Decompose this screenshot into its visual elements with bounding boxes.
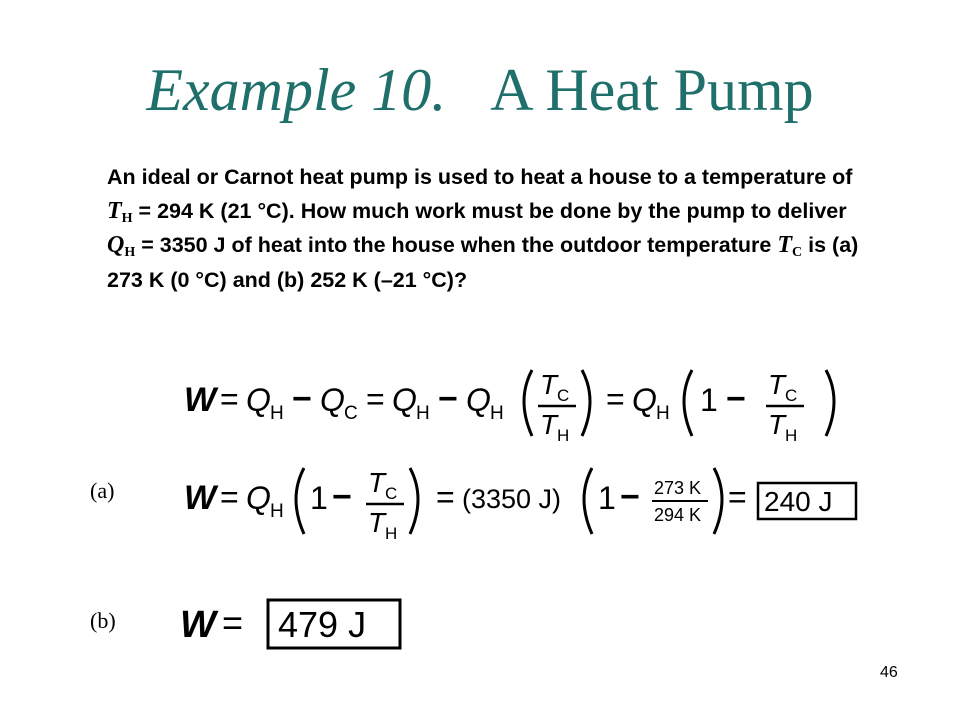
- sub-h: H: [490, 403, 504, 424]
- part-b-equation: [176, 590, 416, 660]
- var-t: T: [107, 198, 122, 225]
- minus-sign: −: [620, 478, 640, 516]
- title-topic: A Heat Pump: [490, 57, 814, 123]
- problem-statement: [107, 160, 867, 297]
- sub-h: H: [124, 245, 136, 261]
- var-q: Q: [246, 480, 271, 516]
- var-t: T: [777, 232, 793, 259]
- answer-value: 240 J: [764, 486, 833, 517]
- right-paren: [410, 468, 418, 534]
- var-t: T: [768, 369, 786, 400]
- equals-sign: =: [436, 479, 455, 515]
- left-paren: [524, 370, 532, 436]
- var-w: W: [184, 381, 217, 419]
- slide-title: [0, 57, 960, 123]
- fraction-denominator: 294 K: [654, 505, 702, 525]
- var-q: Q: [466, 382, 491, 418]
- var-q: Q: [320, 382, 345, 418]
- sub-h: H: [656, 403, 670, 424]
- equals-sign: =: [220, 479, 239, 515]
- answer-value: 479 J: [278, 604, 367, 645]
- var-q: Q: [632, 382, 657, 418]
- problem-text-2: = 294 K (21 °C). How much work must be done by the pump to deliver: [132, 199, 847, 224]
- equals-sign: =: [220, 381, 239, 417]
- sub-h: H: [385, 524, 398, 543]
- part-a-label: (a): [90, 478, 115, 503]
- sub-h: H: [416, 403, 430, 424]
- sub-h: H: [270, 403, 284, 424]
- var-t: T: [540, 409, 558, 440]
- equals-sign: =: [366, 381, 385, 417]
- minus-sign: −: [726, 380, 746, 418]
- sub-h: H: [785, 426, 798, 445]
- var-t: T: [768, 409, 786, 440]
- number-one: 1: [700, 382, 718, 418]
- var-t: T: [368, 507, 386, 538]
- var-q: Q: [392, 382, 417, 418]
- sub-c: C: [385, 484, 398, 503]
- sub-h: H: [121, 211, 133, 227]
- problem-text-3: = 3350 J of heat into the house when the outdoor temperature: [135, 233, 778, 258]
- work-equation: [180, 358, 870, 448]
- left-paren: [584, 468, 592, 534]
- sub-c: C: [557, 386, 570, 405]
- equals-sign: =: [222, 602, 244, 643]
- page-number: 46: [880, 664, 898, 681]
- minus-sign: −: [332, 478, 352, 516]
- left-paren: [296, 468, 304, 534]
- var-t: T: [540, 369, 558, 400]
- number-one: 1: [310, 480, 328, 516]
- right-paren: [826, 370, 834, 436]
- sub-h: H: [557, 426, 570, 445]
- sub-h: H: [270, 501, 284, 522]
- var-w: W: [184, 479, 217, 517]
- var-q: Q: [246, 382, 271, 418]
- var-w: W: [180, 604, 216, 646]
- equals-sign: =: [606, 381, 625, 417]
- part-b-label: (b): [90, 608, 116, 633]
- minus-sign: −: [438, 380, 458, 418]
- fraction-numerator: 273 K: [654, 478, 702, 498]
- right-paren: [714, 468, 722, 534]
- left-paren: [684, 370, 692, 436]
- right-paren: [582, 370, 590, 436]
- title-example-number: Example 10.: [146, 57, 447, 123]
- var-t: T: [368, 467, 386, 498]
- sub-c: C: [344, 403, 358, 424]
- sub-c: C: [785, 386, 798, 405]
- minus-sign: −: [292, 380, 312, 418]
- number-one: 1: [598, 480, 616, 516]
- part-a-equation: [180, 456, 870, 546]
- problem-text-4: is (a) 273 K (0 °C) and (b) 252 K (–21 °C)?: [107, 233, 859, 292]
- problem-text-1: An ideal or Carnot heat pump is used to heat a house to a temperature of: [107, 165, 853, 189]
- equals-sign: =: [728, 479, 747, 515]
- given-heat-value: (3350 J): [462, 484, 562, 514]
- sub-c: C: [792, 245, 803, 261]
- var-q: Q: [107, 232, 125, 259]
